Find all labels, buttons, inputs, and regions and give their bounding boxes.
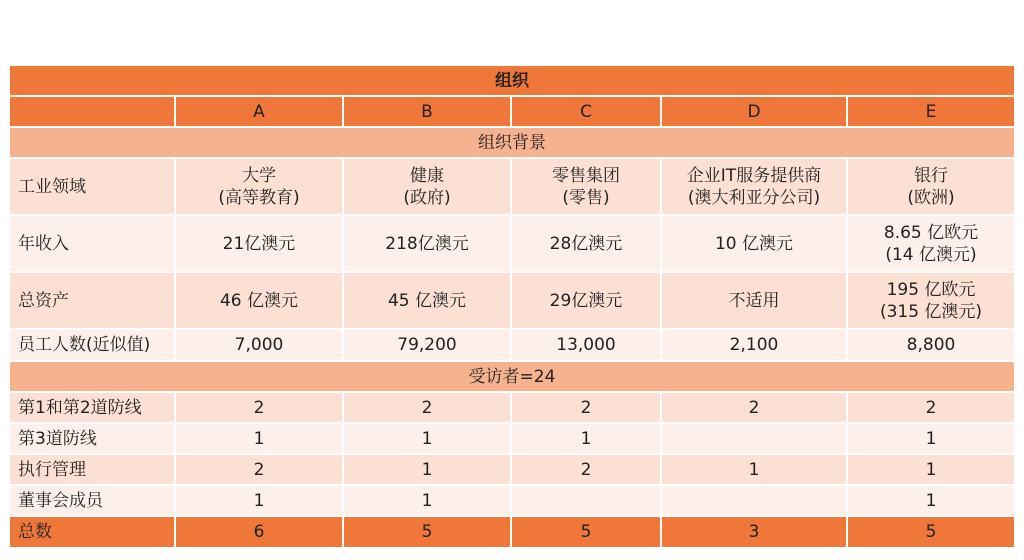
section-row-background: [9, 127, 1015, 158]
organization-table-container: [8, 64, 1014, 549]
table-cell: 2: [511, 454, 661, 485]
table-row-employees: [9, 329, 1015, 361]
table-row-line-3: [9, 423, 1015, 454]
row-label: 第3道防线: [9, 423, 175, 454]
table-row-revenue: [9, 215, 1015, 272]
table-cell: 45 亿澳元: [343, 272, 511, 329]
table-cell: 1: [511, 423, 661, 454]
table-cell: 218亿澳元: [343, 215, 511, 272]
table-row-total: [9, 516, 1015, 548]
table-cell: [661, 423, 847, 454]
table-cell: 46 亿澳元: [175, 272, 343, 329]
table-cell: 企业IT服务提供商 (澳大利亚分公司): [661, 158, 847, 215]
table-title: 组织: [9, 65, 1015, 96]
table-cell: 2: [511, 392, 661, 423]
table-cell: 29亿澳元: [511, 272, 661, 329]
row-label: 第1和第2道防线: [9, 392, 175, 423]
table-cell: 2,100: [661, 329, 847, 361]
table-cell: 2: [175, 454, 343, 485]
table-row-assets: [9, 272, 1015, 329]
table-cell: 79,200: [343, 329, 511, 361]
table-cell: 1: [847, 485, 1015, 516]
table-cell: [661, 485, 847, 516]
table-cell: 1: [661, 454, 847, 485]
table-cell: 2: [175, 392, 343, 423]
table-cell: 2: [343, 392, 511, 423]
column-header-b: B: [343, 96, 511, 127]
table-cell: 零售集团 (零售): [511, 158, 661, 215]
table-cell: 不适用: [661, 272, 847, 329]
table-cell: 3: [661, 516, 847, 548]
table-cell: 21亿澳元: [175, 215, 343, 272]
row-label: 工业领域: [9, 158, 175, 215]
row-label: 总资产: [9, 272, 175, 329]
table-cell: 1: [343, 423, 511, 454]
table-cell: 1: [175, 423, 343, 454]
table-row-lines-1-2: [9, 392, 1015, 423]
table-cell: 1: [343, 454, 511, 485]
table-row-industry: [9, 158, 1015, 215]
table-cell: 2: [847, 392, 1015, 423]
table-cell: 8,800: [847, 329, 1015, 361]
row-label: 年收入: [9, 215, 175, 272]
row-label: 董事会成员: [9, 485, 175, 516]
table-cell: 大学 (高等教育): [175, 158, 343, 215]
table-cell: 健康 (政府): [343, 158, 511, 215]
row-label: 员工人数(近似值): [9, 329, 175, 361]
organization-table: [8, 64, 1016, 549]
column-header-e: E: [847, 96, 1015, 127]
table-cell: 10 亿澳元: [661, 215, 847, 272]
column-header-d: D: [661, 96, 847, 127]
row-label: 总数: [9, 516, 175, 548]
section-row-interviewees: [9, 361, 1015, 392]
table-cell: 1: [847, 454, 1015, 485]
table-cell: [511, 485, 661, 516]
table-cell: 2: [661, 392, 847, 423]
column-header-c: C: [511, 96, 661, 127]
table-row-board: [9, 485, 1015, 516]
table-cell: 5: [511, 516, 661, 548]
table-cell: 8.65 亿欧元 (14 亿澳元): [847, 215, 1015, 272]
column-header-a: A: [175, 96, 343, 127]
table-cell: 1: [175, 485, 343, 516]
column-header-empty: [9, 96, 175, 127]
table-cell: 28亿澳元: [511, 215, 661, 272]
column-header-row: [9, 96, 1015, 127]
table-cell: 银行 (欧洲): [847, 158, 1015, 215]
section-title-interviewees: 受访者=24: [9, 361, 1015, 392]
title-row: [9, 65, 1015, 96]
table-cell: 7,000: [175, 329, 343, 361]
table-cell: 1: [343, 485, 511, 516]
table-cell: 6: [175, 516, 343, 548]
section-title-background: 组织背景: [9, 127, 1015, 158]
table-row-executive: [9, 454, 1015, 485]
row-label: 执行管理: [9, 454, 175, 485]
table-cell: 5: [343, 516, 511, 548]
table-cell: 1: [847, 423, 1015, 454]
table-cell: 13,000: [511, 329, 661, 361]
table-cell: 5: [847, 516, 1015, 548]
table-cell: 195 亿欧元 (315 亿澳元): [847, 272, 1015, 329]
